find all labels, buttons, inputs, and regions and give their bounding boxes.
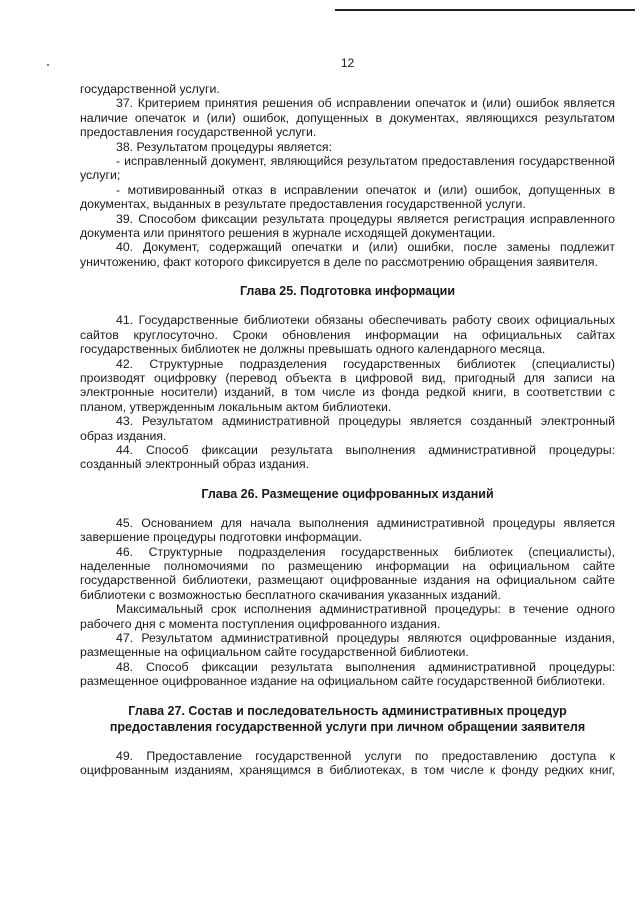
paragraph-38-item-1: - исправленный документ, являющийся результатом предоставления государственной услуги; <box>80 154 615 183</box>
paragraph-45: 45. Основанием для начала выполнения административной процедуры является завершение процедуры подготовки информации. <box>80 515 615 545</box>
chapter-27-heading-line-1: Глава 27. Состав и последовательность административных процедур <box>128 703 567 718</box>
chapter-26-heading: Глава 26. Размещение оцифрованных изданий <box>201 486 494 501</box>
paragraph-40: 40. Документ, содержащий опечатки и (или) ошибки, после замены подлежит уничтожению, факт которого фиксируется в деле по рассмотрению обращения заявителя. <box>80 240 615 269</box>
page-number: 12 <box>340 56 355 70</box>
document-body <box>80 82 615 777</box>
paragraph-46: 46. Структурные подразделения государственных библиотек (специалисты), наделенные полномочиями по размещению информации на официальном сайте государственной библиотеки, размещают оцифрованные издания на официальном сайте библиотеки с возможностью бесплатного скачивания указанных изданий. <box>80 544 615 602</box>
chapter-25-heading: Глава 25. Подготовка информации <box>239 284 456 299</box>
paragraph-38-item-2: - мотивированный отказ в исправлении опечаток и (или) ошибок, допущенных в документах, выданных в результате предоставления государственной услуги. <box>80 182 615 212</box>
paragraph-41: 41. Государственные библиотеки обязаны обеспечивать работу своих официальных сайтов круглосуточно. Сроки обновления информации на официальных сайтах государственных библиотек не должны превышать одного календарного месяца. <box>80 313 615 357</box>
chapter-27-heading-line-2: предоставления государственной услуги при личном обращении заявителя <box>109 719 586 734</box>
paragraph-39: 39. Способом фиксации результата процедуры является регистрация исправленного документа или принятого решения в журнале исходящей документации. <box>80 211 615 241</box>
scan-edge-line <box>335 9 635 11</box>
paragraph-42: 42. Структурные подразделения государственных библиотек (специалисты) производят оцифровку (перевод объекта в цифровой вид, пригодный для записи на электронные носители) изданий, в том числе из фонда редкой книги, в соответствии с планом, утвержденным локальным актом библиотеки. <box>80 356 615 414</box>
paragraph-38: 38. Результатом процедуры является: <box>116 139 332 154</box>
paragraph-49: 49. Предоставление государственной услуги по предоставлению доступа к оцифрованным изданиям, хранящимся в библиотеках, в том числе к фонду редких книг, <box>80 748 615 778</box>
paragraph-deadline: Максимальный срок исполнения административной процедуры: в течение одного рабочего дня с момента поступления оцифрованного издания. <box>80 602 615 631</box>
paragraph-43: 43. Результатом административной процедуры является созданный электронный образ издания. <box>80 414 615 443</box>
paragraph-continuation: государственной услуги. <box>80 82 220 96</box>
paragraph-48: 48. Способ фиксации результата выполнения административной процедуры: размещенное оцифрованное издание на официальном сайте государственной библиотеки. <box>80 659 615 689</box>
paragraph-37: 37. Критерием принятия решения об исправлении опечаток и (или) ошибок является наличие опечаток и (или) ошибок, допущенных в документах, являющихся результатом предоставления государственной услуги. <box>80 96 615 140</box>
paragraph-44: 44. Способ фиксации результата выполнения административной процедуры: созданный электронный образ издания. <box>80 442 615 472</box>
paragraph-47: 47. Результатом административной процедуры являются оцифрованные издания, размещенные на официальном сайте государственной библиотеки. <box>80 631 615 660</box>
